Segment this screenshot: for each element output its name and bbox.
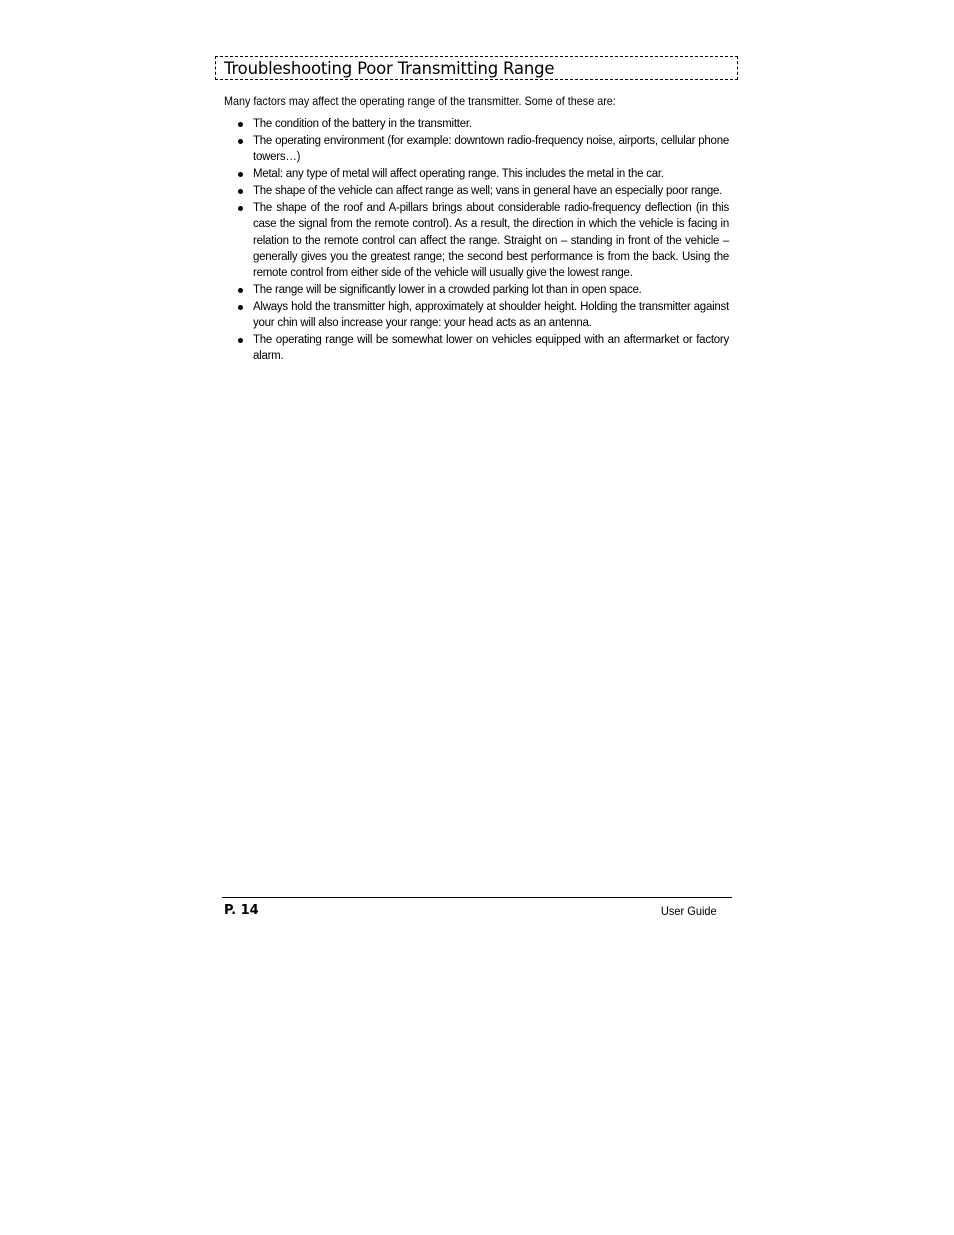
page-number: P. 14 [224,903,259,918]
footer-divider [222,897,732,898]
list-item: Metal: any type of metal will affect operating range. This includes the metal in the car. [237,166,729,182]
list-item: The condition of the battery in the transmitter. [237,116,729,132]
footer-document-title: User Guide [661,904,717,918]
list-item: The range will be significantly lower in a crowded parking lot than in open space. [237,282,729,298]
factors-list [237,116,729,365]
section-title: Troubleshooting Poor Transmitting Range [224,59,555,78]
list-item: The shape of the roof and A-pillars brings about considerable radio-frequency deflection (in this case the signal from the remote control). As a result, the direction in which the vehicle is facing in relation to the remote control can affect the range. Straight on – standing in front of the vehicle – generally gives you the greatest range; the second best performance is from the back. Using the remote control from either side of the vehicle will usually give the lowest range. [237,200,729,281]
list-item: The shape of the vehicle can affect range as well; vans in general have an especially poor range. [237,183,729,199]
list-item: The operating range will be somewhat lower on vehicles equipped with an aftermarket or factory alarm. [237,332,729,364]
intro-paragraph: Many factors may affect the operating range of the transmitter. Some of these are: [224,94,616,108]
list-item: Always hold the transmitter high, approximately at shoulder height. Holding the transmitter against your chin will also increase your range: your head acts as an antenna. [237,299,729,331]
section-heading-box [215,56,738,80]
list-item: The operating environment (for example: downtown radio-frequency noise, airports, cellular phone towers…) [237,133,729,165]
